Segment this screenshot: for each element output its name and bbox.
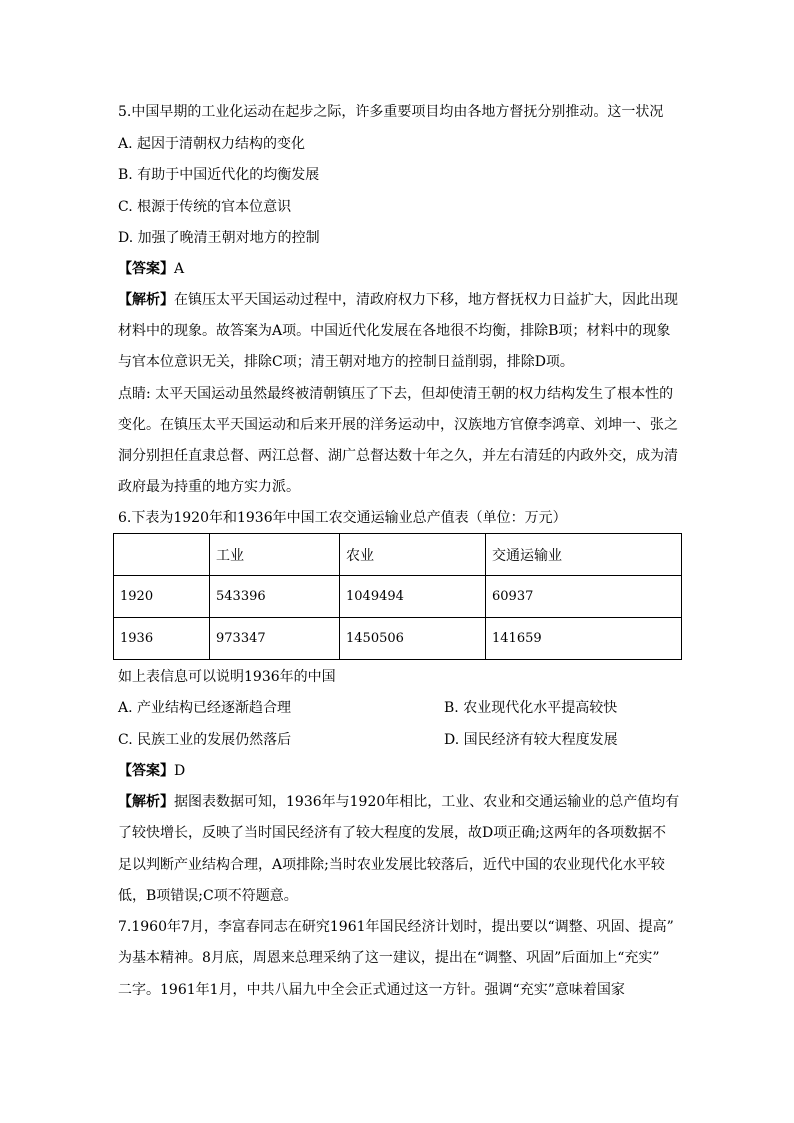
q6-option-b: B. 农业现代化水平提高较快 (444, 700, 618, 716)
q7-line-3: 二字。1961年1月，中共八届九中全会正式通过这一方针。强调“充实”意味着国家 (118, 982, 625, 998)
table-cell: 60937 (486, 576, 682, 618)
table-cell: 141659 (486, 618, 682, 660)
q6-analysis-line-1 (118, 792, 679, 812)
q5-analysis-tag: 【解析】 (118, 292, 174, 308)
table-cell: 543396 (210, 576, 340, 618)
q6-analysis-text-1: 据图表数据可知，1936年与1920年相比，工业、农业和交通运输业的总产值均有 (174, 794, 680, 810)
q6-analysis-line-3: 足以判断产业结构合理，A项排除;当时农业发展比较落后，近代中国的农业现代化水平较 (118, 857, 665, 873)
q6-option-c: C. 民族工业的发展仍然落后 (118, 732, 292, 748)
table-row (114, 618, 682, 660)
table-header-cell (114, 534, 210, 576)
q5-option-d: D. 加强了晚清王朝对地方的控制 (118, 230, 320, 246)
q6-data-table (113, 533, 682, 660)
q5-option-b: B. 有助于中国近代化的均衡发展 (118, 167, 320, 183)
q6-stem: 6.下表为1920年和1936年中国工农交通运输业总产值表（单位：万元） (118, 510, 567, 526)
q5-comment-line-2: 变化。在镇压太平天国运动和后来开展的洋务运动中，汉族地方官僚李鸿章、刘坤一、张之 (118, 417, 678, 433)
q5-comment-line-3: 洞分别担任直隶总督、两江总督、湖广总督达数十年之久，并左右清廷的内政外交，成为清 (118, 448, 678, 464)
q7-line-1: 7.1960年7月，李富春同志在研究1961年国民经济计划时，提出要以“调整、巩固、提高” (118, 919, 674, 935)
q6-answer (118, 761, 185, 781)
table-cell: 1450506 (340, 618, 486, 660)
q5-answer-value: A (174, 261, 185, 277)
table-header-cell: 工业 (210, 534, 340, 576)
q5-analysis-line-2: 材料中的现象。故答案为A项。中国近代化发展在各地很不均衡，排除B项；材料中的现象 (118, 323, 671, 339)
q6-analysis-tag: 【解析】 (118, 794, 174, 810)
q7-line-2: 为基本精神。8月底，周恩来总理采纳了这一建议，提出在“调整、巩固”后面加上“充实” (118, 950, 660, 966)
q6-analysis-line-4: 低，B项错误;C项不符题意。 (118, 888, 298, 904)
q5-analysis-line-1 (118, 290, 678, 310)
table-cell: 1936 (114, 618, 210, 660)
q5-comment-line-4: 政府最为持重的地方实力派。 (118, 479, 300, 495)
table-header-cell: 交通运输业 (486, 534, 682, 576)
q6-answer-value: D (174, 763, 186, 779)
table-cell: 973347 (210, 618, 340, 660)
q5-option-a: A. 起因于清朝权力结构的变化 (118, 136, 306, 152)
q6-answer-tag: 【答案】 (118, 763, 174, 779)
q5-analysis-line-3: 与官本位意识无关，排除C项；清王朝对地方的控制日益削弱，排除D项。 (118, 354, 574, 370)
table-row (114, 576, 682, 618)
q5-stem: 5.中国早期的工业化运动在起步之际，许多重要项目均由各地方督抚分别推动。这一状况 (118, 104, 664, 120)
q5-option-c: C. 根源于传统的官本位意识 (118, 199, 292, 215)
q5-answer-tag: 【答案】 (118, 261, 174, 277)
table-header-cell: 农业 (340, 534, 486, 576)
q6-option-d: D. 国民经济有较大程度发展 (444, 732, 618, 748)
table-header-row (114, 534, 682, 576)
q5-analysis-text-1: 在镇压太平天国运动过程中，清政府权力下移，地方督抚权力日益扩大，因此出现 (174, 292, 678, 308)
q6-prompt: 如上表信息可以说明1936年的中国 (118, 669, 336, 685)
q6-analysis-line-2: 了较快增长，反映了当时国民经济有了较大程度的发展，故D项正确;这两年的各项数据不 (118, 825, 666, 841)
table-cell: 1049494 (340, 576, 486, 618)
q6-option-a: A. 产业结构已经逐渐趋合理 (118, 700, 292, 716)
table-cell: 1920 (114, 576, 210, 618)
q5-answer (118, 259, 184, 279)
q5-comment-line-1: 点睛: 太平天国运动虽然最终被清朝镇压了下去，但却使清王朝的权力结构发生了根本性的 (118, 386, 674, 402)
